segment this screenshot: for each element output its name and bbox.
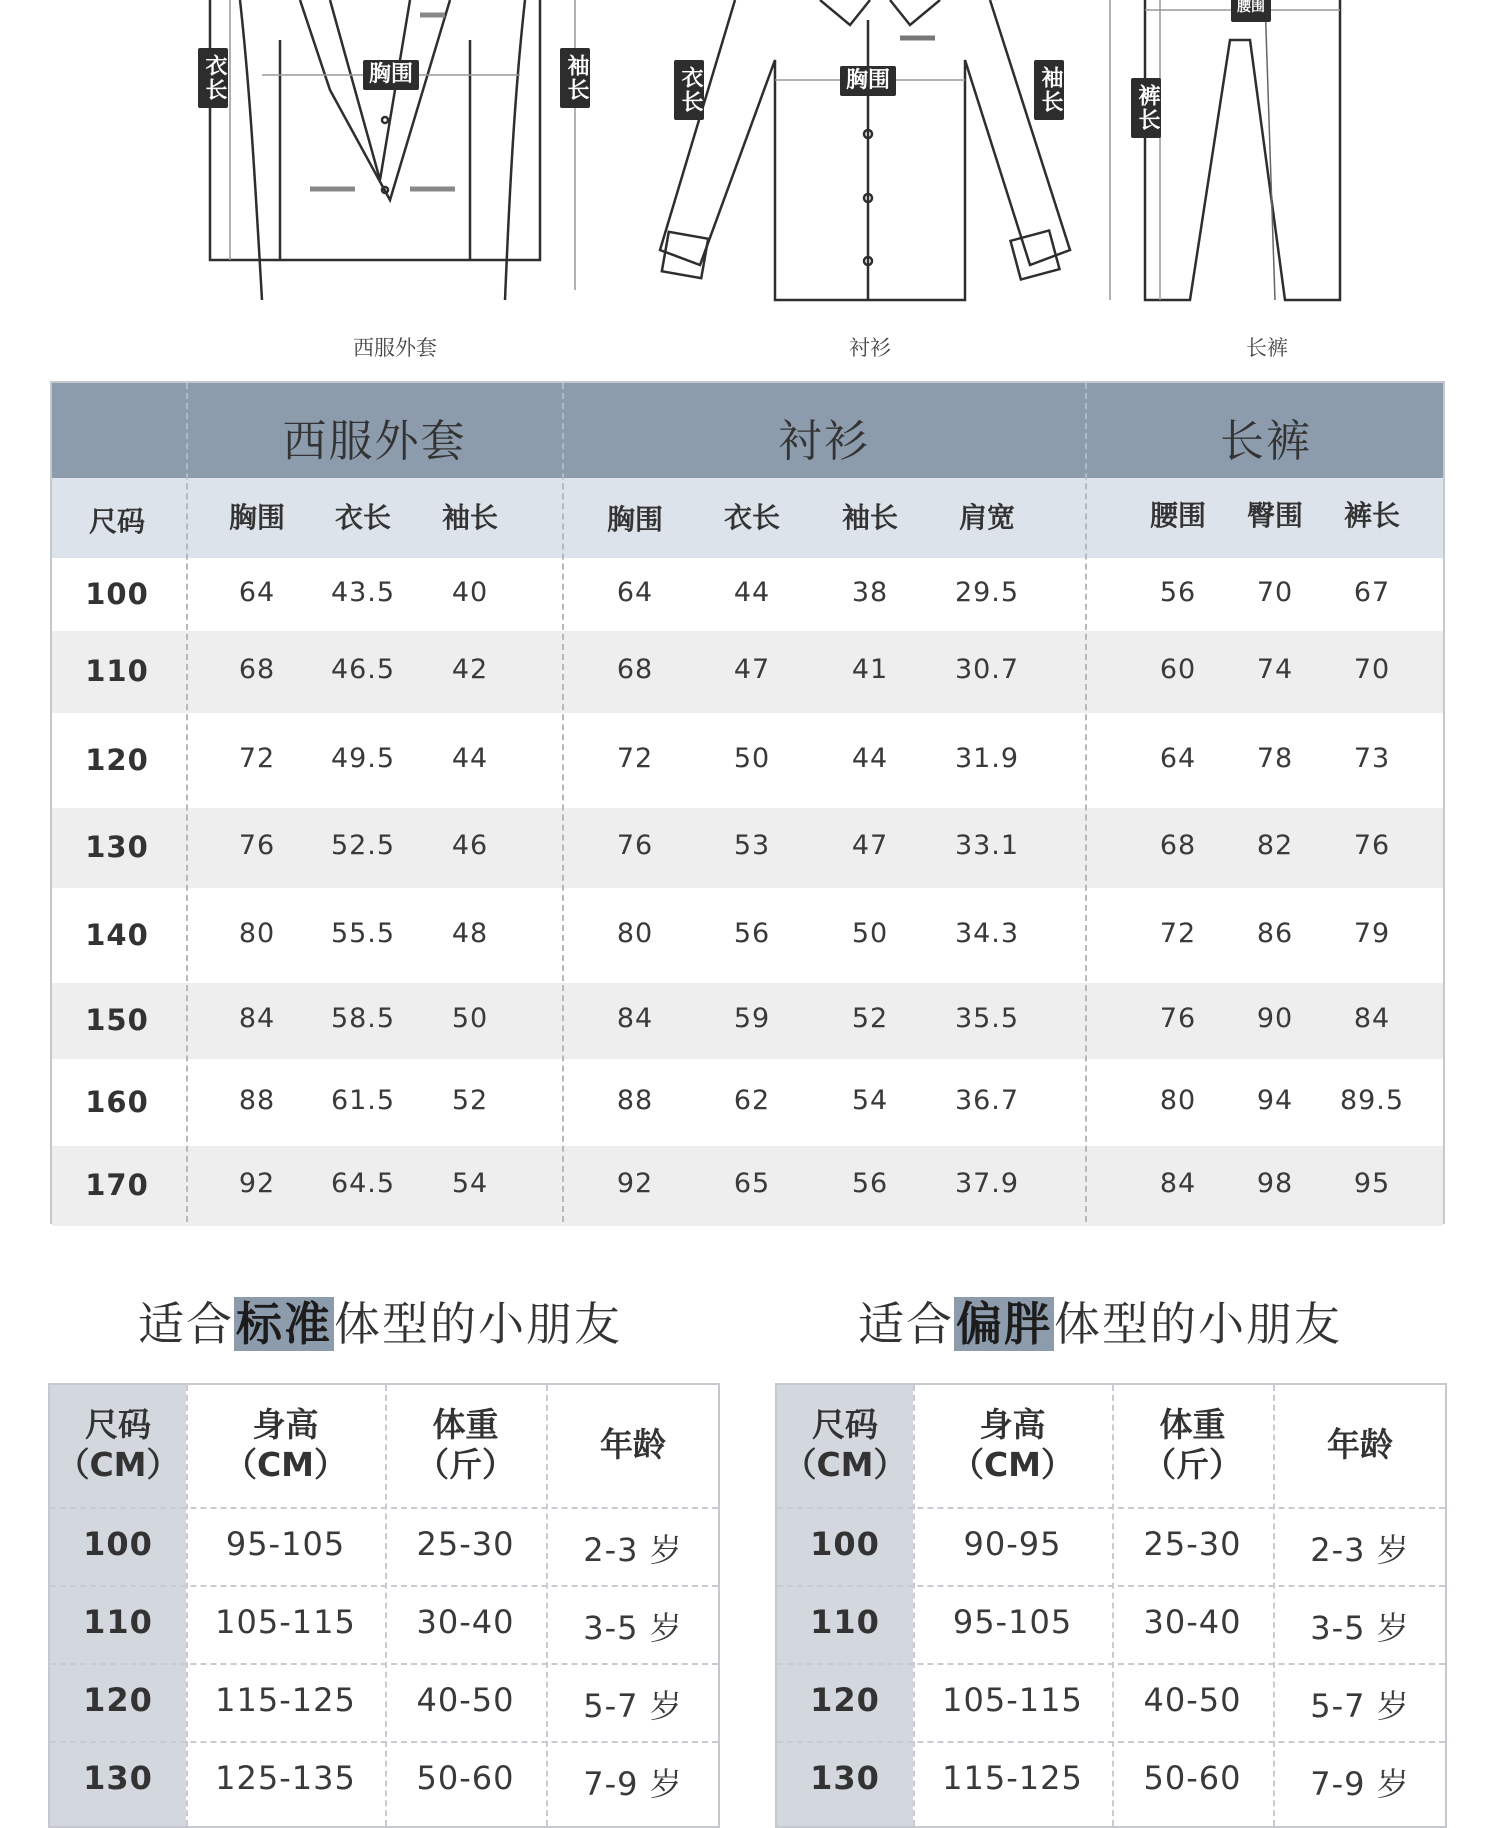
column-header-line: 体重 bbox=[1159, 1405, 1226, 1444]
value-cell: 30-40 bbox=[1143, 1603, 1242, 1641]
col-header-pants-waist: 腰围 bbox=[1149, 499, 1206, 532]
row-divider bbox=[777, 1741, 1445, 1743]
column-header bbox=[50, 1405, 186, 1485]
col-header-shirt-length: 衣长 bbox=[723, 501, 780, 534]
col-header-shirt-chest: 胸围 bbox=[606, 503, 663, 536]
measure-cell: 70 bbox=[1256, 576, 1294, 608]
measure-cell: 37.9 bbox=[954, 1168, 1020, 1199]
measure-cell: 56 bbox=[851, 1168, 889, 1199]
column-header-line: 年龄 bbox=[1327, 1425, 1393, 1464]
measure-cell: 41 bbox=[851, 654, 889, 685]
column-header-line: 尺码 bbox=[85, 1405, 151, 1444]
value-cell: 115-125 bbox=[942, 1759, 1083, 1797]
chubby-title: 适合偏胖体型的小朋友 bbox=[858, 1297, 1342, 1351]
measure-cell: 34.3 bbox=[954, 917, 1020, 949]
shirt-length-tag: 衣长 bbox=[674, 60, 704, 120]
row-divider bbox=[777, 1507, 1445, 1509]
group-title-shirt: 衬衫 bbox=[778, 416, 870, 467]
column-header bbox=[777, 1405, 913, 1485]
suit-chest-tag: 胸围 bbox=[363, 60, 419, 90]
column-header-line: （斤） bbox=[1143, 1445, 1242, 1484]
chubby-size-table bbox=[775, 1383, 1447, 1828]
size-cell: 100 bbox=[810, 1525, 880, 1563]
value-cell: 2-3 岁 bbox=[1310, 1531, 1410, 1569]
measure-cell: 68 bbox=[238, 654, 276, 685]
measure-cell: 80 bbox=[238, 917, 276, 949]
pants-length-tag: 裤长 bbox=[1131, 78, 1161, 138]
group-title-pants: 长裤 bbox=[1220, 416, 1312, 467]
row-divider bbox=[777, 1663, 1445, 1665]
measure-cell: 60 bbox=[1159, 654, 1197, 685]
measure-cell: 86 bbox=[1256, 917, 1294, 949]
measure-cell: 50 bbox=[733, 742, 771, 774]
measure-cell: 44 bbox=[851, 742, 889, 774]
measure-cell: 64 bbox=[1159, 742, 1197, 774]
row-divider bbox=[777, 1585, 1445, 1587]
pants-outline bbox=[1145, 0, 1340, 300]
table-row bbox=[52, 983, 1443, 1059]
measure-cell: 53 bbox=[733, 830, 771, 861]
measure-cell: 74 bbox=[1256, 654, 1294, 685]
measure-cell: 76 bbox=[238, 830, 276, 861]
measure-cell: 42 bbox=[451, 654, 489, 685]
column-header-line: （CM） bbox=[950, 1445, 1075, 1484]
measure-cell: 76 bbox=[616, 830, 654, 861]
measure-cell: 88 bbox=[616, 1084, 654, 1116]
column-header-line: 身高 bbox=[979, 1405, 1046, 1444]
measure-cell: 46 bbox=[451, 830, 489, 861]
column-header-line: （CM） bbox=[223, 1445, 348, 1484]
standard-title-highlight: 标准 bbox=[236, 1297, 332, 1351]
column-header bbox=[385, 1405, 546, 1485]
column-header-line: （斤） bbox=[416, 1445, 515, 1484]
table-row bbox=[52, 1059, 1443, 1146]
shirt-outline bbox=[660, 0, 1070, 300]
measure-cell: 80 bbox=[616, 917, 654, 949]
measure-cell: 49.5 bbox=[330, 742, 396, 774]
standard-size-table bbox=[48, 1383, 720, 1828]
col-header-shirt-sleeve: 袖长 bbox=[841, 501, 898, 534]
measure-cell: 90 bbox=[1256, 1003, 1294, 1034]
measure-cell: 92 bbox=[616, 1168, 654, 1199]
value-cell: 30-40 bbox=[416, 1603, 515, 1641]
size-cell: 150 bbox=[85, 1003, 149, 1037]
measure-cell: 84 bbox=[1159, 1168, 1197, 1199]
value-cell: 5-7 岁 bbox=[583, 1687, 683, 1725]
measure-cell: 84 bbox=[616, 1003, 654, 1034]
measure-cell: 76 bbox=[1353, 830, 1391, 861]
size-cell: 110 bbox=[85, 654, 149, 688]
pants-waist-tag: 腰围 bbox=[1231, 0, 1271, 22]
column-header bbox=[186, 1405, 385, 1485]
col-header-suit-chest: 胸围 bbox=[228, 501, 285, 534]
value-cell: 5-7 岁 bbox=[1310, 1687, 1410, 1725]
measure-cell: 72 bbox=[616, 742, 654, 774]
row-divider bbox=[50, 1663, 718, 1665]
column-header-line: 年龄 bbox=[600, 1425, 666, 1464]
measure-cell: 50 bbox=[851, 917, 889, 949]
measure-cell: 44 bbox=[733, 576, 771, 608]
measure-cell: 62 bbox=[733, 1084, 771, 1116]
column-divider bbox=[186, 383, 188, 1222]
measure-cell: 36.7 bbox=[954, 1084, 1020, 1116]
table-row bbox=[52, 558, 1443, 631]
column-header bbox=[1273, 1425, 1447, 1465]
measure-cell: 31.9 bbox=[954, 742, 1020, 774]
column-divider bbox=[546, 1385, 548, 1826]
size-cell: 170 bbox=[85, 1168, 149, 1202]
size-cell: 120 bbox=[810, 1681, 880, 1719]
value-cell: 50-60 bbox=[1143, 1759, 1242, 1797]
value-cell: 3-5 岁 bbox=[583, 1609, 683, 1647]
col-header-suit-length: 衣长 bbox=[334, 501, 391, 534]
standard-title: 适合标准体型的小朋友 bbox=[138, 1297, 622, 1351]
measure-cell: 79 bbox=[1353, 917, 1391, 949]
value-cell: 25-30 bbox=[1143, 1525, 1242, 1563]
column-header-line: （CM） bbox=[783, 1445, 907, 1484]
size-cell: 140 bbox=[85, 917, 149, 952]
measure-cell: 54 bbox=[851, 1084, 889, 1116]
column-header bbox=[546, 1425, 720, 1465]
measure-cell: 82 bbox=[1256, 830, 1294, 861]
size-cell: 120 bbox=[83, 1681, 153, 1719]
value-cell: 105-115 bbox=[942, 1681, 1083, 1719]
measure-cell: 92 bbox=[238, 1168, 276, 1199]
measure-cell: 38 bbox=[851, 576, 889, 608]
measure-cell: 72 bbox=[1159, 917, 1197, 949]
measure-cell: 61.5 bbox=[330, 1084, 396, 1116]
measure-cell: 52 bbox=[851, 1003, 889, 1034]
value-cell: 95-105 bbox=[225, 1525, 346, 1563]
column-divider bbox=[1112, 1385, 1114, 1826]
col-header-suit-sleeve: 袖长 bbox=[441, 501, 498, 534]
col-header-size: 尺码 bbox=[88, 505, 145, 538]
measure-cell: 44 bbox=[451, 742, 489, 774]
measure-cell: 94 bbox=[1256, 1084, 1294, 1116]
measure-cell: 56 bbox=[1159, 576, 1197, 608]
measure-cell: 88 bbox=[238, 1084, 276, 1116]
row-divider bbox=[50, 1507, 718, 1509]
size-chart-column-header bbox=[52, 478, 1443, 558]
size-cell: 100 bbox=[83, 1525, 153, 1563]
measure-cell: 65 bbox=[733, 1168, 771, 1199]
column-header-line: 体重 bbox=[432, 1405, 499, 1444]
value-cell: 3-5 岁 bbox=[1310, 1609, 1410, 1647]
column-header bbox=[1112, 1405, 1273, 1485]
measure-cell: 76 bbox=[1159, 1003, 1197, 1034]
measure-cell: 67 bbox=[1353, 576, 1391, 608]
shirt-sleeve-tag: 袖长 bbox=[1034, 60, 1064, 120]
suit-caption: 西服外套 bbox=[353, 336, 437, 360]
suit-jacket-outline bbox=[210, 0, 540, 260]
value-cell: 105-115 bbox=[215, 1603, 356, 1641]
size-cell: 130 bbox=[85, 830, 149, 864]
value-cell: 2-3 岁 bbox=[583, 1531, 683, 1569]
group-title-suit: 西服外套 bbox=[282, 416, 467, 467]
measure-cell: 84 bbox=[1353, 1003, 1391, 1034]
measure-cell: 98 bbox=[1256, 1168, 1294, 1199]
shirt-caption: 衬衫 bbox=[849, 336, 891, 360]
size-cell: 100 bbox=[85, 576, 149, 611]
shirt-chest-tag: 胸围 bbox=[840, 66, 896, 96]
measure-cell: 55.5 bbox=[330, 917, 396, 949]
measure-cell: 64 bbox=[238, 576, 276, 608]
measure-cell: 70 bbox=[1353, 654, 1391, 685]
suit-length-tag: 衣长 bbox=[198, 48, 228, 108]
measure-cell: 73 bbox=[1353, 742, 1391, 774]
col-header-shirt-shoulder: 肩宽 bbox=[958, 501, 1015, 534]
measure-cell: 80 bbox=[1159, 1084, 1197, 1116]
measure-cell: 48 bbox=[451, 917, 489, 949]
row-divider bbox=[50, 1741, 718, 1743]
size-cell: 110 bbox=[83, 1603, 153, 1641]
size-cell: 120 bbox=[85, 742, 149, 777]
measure-cell: 56 bbox=[733, 917, 771, 949]
column-header-line: （CM） bbox=[56, 1445, 180, 1484]
suit-sleeve-tag: 袖长 bbox=[560, 48, 590, 108]
chubby-title-highlight: 偏胖 bbox=[956, 1297, 1052, 1351]
value-cell: 50-60 bbox=[416, 1759, 515, 1797]
value-cell: 125-135 bbox=[215, 1759, 356, 1797]
measure-cell: 58.5 bbox=[330, 1003, 396, 1034]
col-header-pants-hip: 臀围 bbox=[1246, 499, 1303, 532]
measure-cell: 95 bbox=[1353, 1168, 1391, 1199]
size-cell: 110 bbox=[810, 1603, 880, 1641]
measure-cell: 78 bbox=[1256, 742, 1294, 774]
measure-cell: 47 bbox=[851, 830, 889, 861]
column-divider bbox=[562, 383, 564, 1222]
measure-cell: 54 bbox=[451, 1168, 489, 1199]
value-cell: 7-9 岁 bbox=[1310, 1765, 1410, 1803]
measure-cell: 72 bbox=[238, 742, 276, 774]
measure-cell: 40 bbox=[451, 576, 489, 608]
column-divider bbox=[186, 1385, 188, 1826]
measure-cell: 68 bbox=[616, 654, 654, 685]
column-header-line: 尺码 bbox=[812, 1405, 878, 1444]
measure-cell: 47 bbox=[733, 654, 771, 685]
size-cell: 160 bbox=[85, 1084, 149, 1119]
size-chart-table bbox=[50, 381, 1445, 1224]
measure-cell: 52.5 bbox=[330, 830, 396, 861]
table-row bbox=[52, 631, 1443, 713]
size-chart-group-header bbox=[52, 383, 1443, 478]
measure-cell: 84 bbox=[238, 1003, 276, 1034]
col-header-pants-length: 裤长 bbox=[1343, 499, 1400, 532]
measure-cell: 29.5 bbox=[954, 576, 1020, 608]
measure-cell: 59 bbox=[733, 1003, 771, 1034]
value-cell: 115-125 bbox=[215, 1681, 356, 1719]
size-cell: 130 bbox=[810, 1759, 880, 1797]
measure-cell: 30.7 bbox=[954, 654, 1020, 685]
measure-cell: 52 bbox=[451, 1084, 489, 1116]
measure-cell: 46.5 bbox=[330, 654, 396, 685]
table-row bbox=[52, 808, 1443, 888]
measure-cell: 50 bbox=[451, 1003, 489, 1034]
column-divider bbox=[1085, 383, 1087, 1222]
measure-cell: 33.1 bbox=[954, 830, 1020, 861]
column-divider bbox=[913, 1385, 915, 1826]
measure-cell: 89.5 bbox=[1339, 1084, 1405, 1116]
measure-cell: 64.5 bbox=[330, 1168, 396, 1199]
garment-diagrams bbox=[0, 0, 1500, 370]
column-header bbox=[913, 1405, 1112, 1485]
value-cell: 7-9 岁 bbox=[583, 1765, 683, 1803]
column-divider bbox=[385, 1385, 387, 1826]
value-cell: 25-30 bbox=[416, 1525, 515, 1563]
size-cell: 130 bbox=[83, 1759, 153, 1797]
row-divider bbox=[50, 1585, 718, 1587]
measure-cell: 64 bbox=[616, 576, 654, 608]
value-cell: 40-50 bbox=[1143, 1681, 1242, 1719]
table-row bbox=[52, 888, 1443, 983]
measure-cell: 68 bbox=[1159, 830, 1197, 861]
measure-cell: 35.5 bbox=[954, 1003, 1020, 1034]
value-cell: 90-95 bbox=[963, 1525, 1062, 1563]
value-cell: 40-50 bbox=[416, 1681, 515, 1719]
pants-caption: 长裤 bbox=[1246, 336, 1288, 360]
column-divider bbox=[1273, 1385, 1275, 1826]
table-row bbox=[52, 713, 1443, 808]
measure-cell: 43.5 bbox=[330, 576, 396, 608]
value-cell: 95-105 bbox=[952, 1603, 1073, 1641]
column-header-line: 身高 bbox=[252, 1405, 319, 1444]
table-row bbox=[52, 1146, 1443, 1226]
